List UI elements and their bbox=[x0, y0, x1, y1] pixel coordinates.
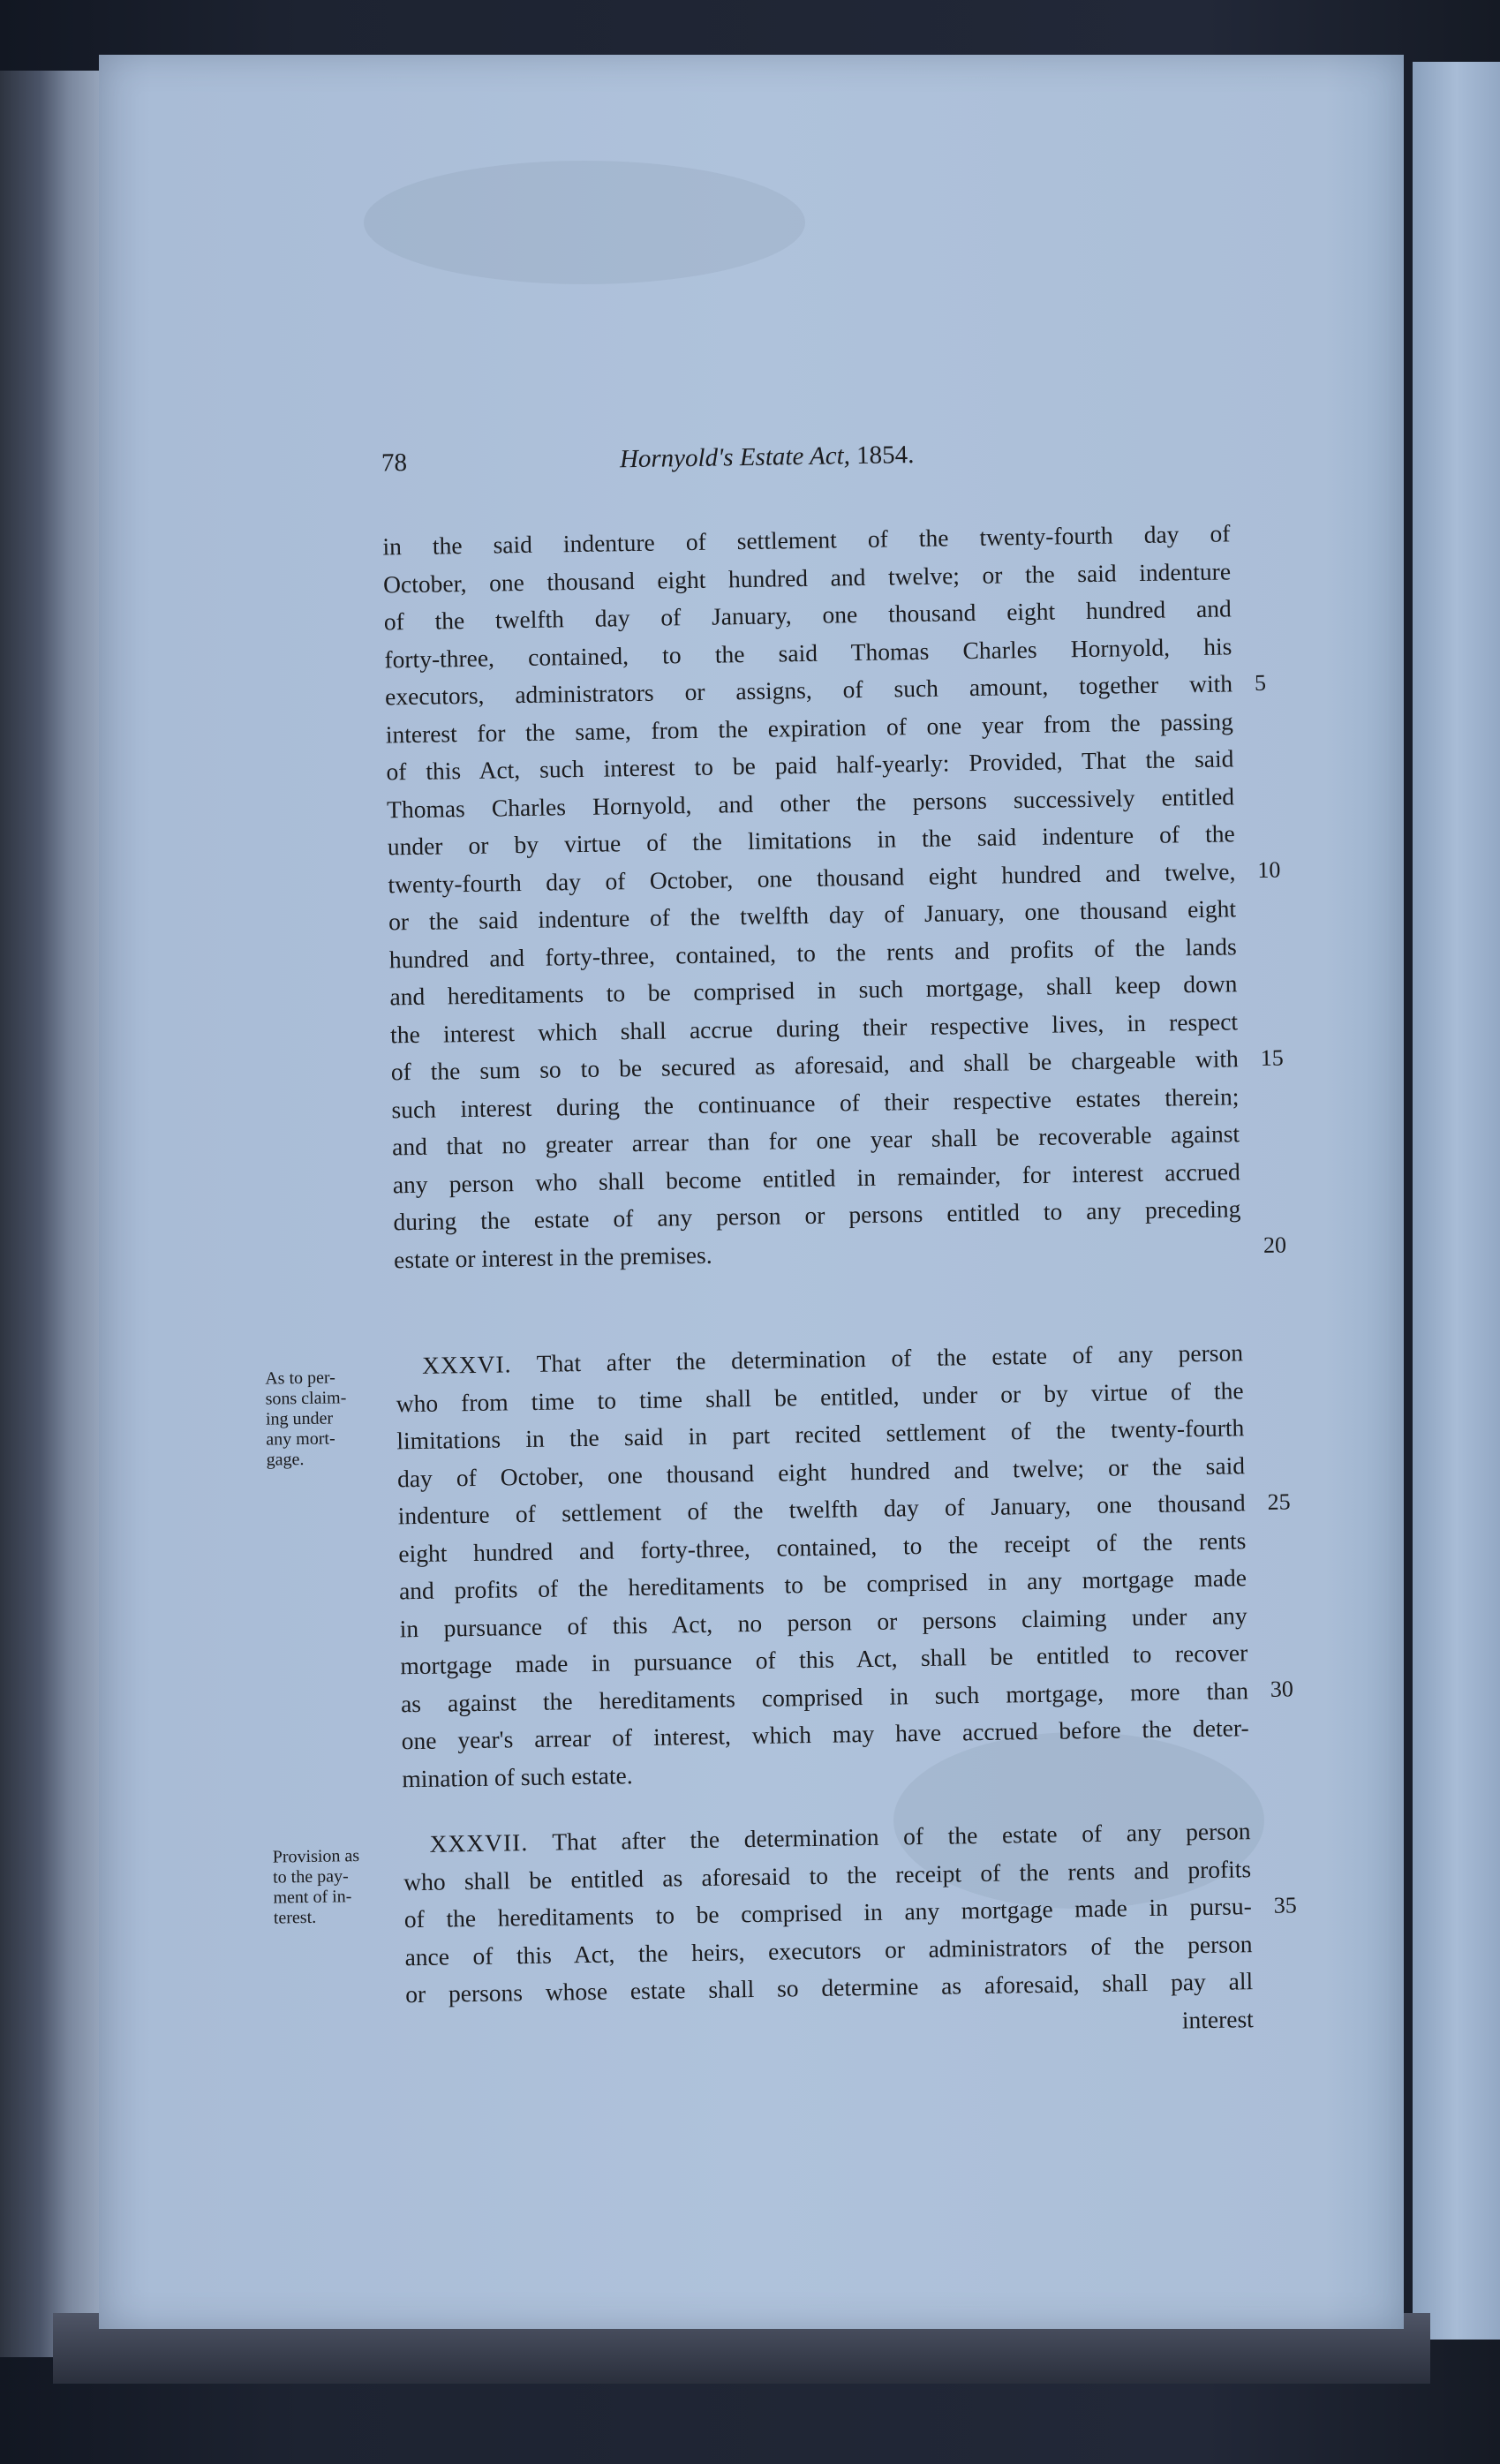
text-line: Thomas Charles Hornyold, and other the persons successively entitled bbox=[386, 781, 1235, 823]
sidenote-line: sons claim- bbox=[265, 1388, 347, 1409]
sidenote-line: any mort- bbox=[266, 1428, 335, 1450]
section-37 bbox=[403, 1812, 1297, 2051]
text-line: such interest during the continuance of their respective estates therein; bbox=[391, 1081, 1240, 1123]
text-line: under or by virtue of the limitations in the said indenture of the bbox=[387, 819, 1235, 861]
text-line: or the said indenture of the twelfth day of January, one thousand eight bbox=[388, 894, 1237, 936]
page-content bbox=[81, 45, 1421, 2340]
text-line: of the twelfth day of January, one thousand eight hundred and bbox=[383, 594, 1232, 636]
text-line: twenty-fourth day of October, one thousand eight hundred and twelve, bbox=[388, 856, 1236, 898]
sidenote-line: to the pay- bbox=[272, 1866, 349, 1888]
sidenote-section-37 bbox=[273, 1846, 388, 1929]
section-first-line-text: That after the determination of the estate of any person bbox=[552, 1817, 1251, 1856]
text-line: in pursuance of this Act, no person or persons claiming under any bbox=[399, 1601, 1247, 1642]
page-number: 78 bbox=[381, 448, 408, 478]
text-line: of the sum so to be secured as aforesaid, and shall be chargeable with bbox=[390, 1044, 1239, 1086]
text-line: the interest which shall accrue during their respective lives, in respect bbox=[389, 1006, 1239, 1048]
paragraph-continued bbox=[382, 515, 1287, 1278]
line-number: 5 bbox=[1254, 669, 1267, 696]
next-page-edge bbox=[1413, 62, 1500, 2340]
section-number: XXXVI. bbox=[421, 1350, 512, 1379]
text-line: mination of such estate. bbox=[402, 1760, 633, 1792]
line-number: 15 bbox=[1260, 1044, 1284, 1071]
text-line: mortgage made in pursuance of this Act, shall be entitled to recover bbox=[400, 1639, 1248, 1680]
text-line: who from time to time shall be entitled, under or by virtue of the bbox=[396, 1375, 1244, 1417]
line-number: 20 bbox=[1263, 1232, 1287, 1258]
text-line: and that no greater arrear than for one year shall be recoverable against bbox=[391, 1119, 1240, 1161]
section-first-line-text: That after the determination of the estate of any person bbox=[536, 1338, 1244, 1377]
title-year: 1854. bbox=[856, 441, 915, 471]
line-number: 25 bbox=[1267, 1488, 1291, 1515]
page-title bbox=[620, 441, 915, 474]
text-line: day of October, one thousand eight hundred and twelve; or the said bbox=[396, 1451, 1246, 1492]
line-number: 35 bbox=[1273, 1892, 1297, 1918]
text-line: one year's arrear of interest, which may have accrued before the deter- bbox=[401, 1714, 1249, 1755]
sidenote-line: As to per- bbox=[265, 1368, 336, 1389]
section-36 bbox=[396, 1334, 1294, 1797]
text-line: as against the hereditaments comprised in such mortgage, more than bbox=[400, 1676, 1249, 1717]
text-line: of the hereditaments to be comprised in any mortgage made in pursu- bbox=[403, 1892, 1253, 1933]
text-line: hundred and forty-three, contained, to the rents and profits of the lands bbox=[388, 931, 1237, 973]
catchword: interest bbox=[1181, 2004, 1255, 2033]
text-line: estate or interest in the premises. bbox=[393, 1240, 712, 1273]
text-line: limitations in the said in part recited settlement of the twenty-fourth bbox=[396, 1413, 1245, 1455]
sidenote-line: ing under bbox=[265, 1408, 334, 1429]
text-line: during the estate of any person or persons entitled to any preceding bbox=[393, 1194, 1241, 1236]
sidenote-line: gage. bbox=[266, 1449, 305, 1470]
sidenote-section-36 bbox=[265, 1368, 381, 1471]
line-number: 30 bbox=[1270, 1676, 1294, 1702]
line-number: 10 bbox=[1257, 856, 1281, 883]
text-line: indenture of settlement of the twelfth day of January, one thousand bbox=[397, 1488, 1246, 1530]
text-line: interest for the same, from the expiration of one year from the passing bbox=[385, 706, 1233, 748]
text-line: and profits of the hereditaments to be comprised in any mortgage made bbox=[398, 1564, 1247, 1605]
text-line: who shall be entitled as aforesaid to the receipt of the rents and profits bbox=[403, 1854, 1252, 1895]
text-line: and hereditaments to be comprised in such mortgage, shall keep down bbox=[389, 969, 1238, 1011]
text-line: eight hundred and forty-three, contained, to the receipt of the rents bbox=[398, 1526, 1247, 1567]
running-head bbox=[381, 438, 1089, 494]
text-line: executors, administrators or assigns, of such amount, together with bbox=[384, 669, 1233, 711]
text-line: ance of this Act, the heirs, executors or administrators of the person bbox=[404, 1929, 1253, 1970]
text-line: in the said indenture of settlement of the twenty-fourth day of bbox=[382, 519, 1231, 561]
section-number: XXXVII. bbox=[429, 1828, 529, 1857]
sidenote-line: ment of in- bbox=[273, 1887, 352, 1908]
text-line: of this Act, such interest to be paid half-yearly: Provided, That the said bbox=[386, 744, 1234, 786]
sidenote-line: Provision as bbox=[272, 1846, 360, 1867]
sidenote-line: terest. bbox=[273, 1907, 317, 1928]
text-line: forty-three, contained, to the said Thomas Charles Hornyold, his bbox=[384, 631, 1232, 673]
text-line: October, one thousand eight hundred and twelve; or the said indenture bbox=[382, 556, 1232, 598]
title-text: Hornyold's Estate Act, bbox=[619, 441, 851, 474]
text-line: or persons whose estate shall so determine as aforesaid, shall pay all bbox=[404, 1967, 1254, 2008]
text-line: any person who shall become entitled in remainder, for interest accrued bbox=[392, 1157, 1240, 1198]
book-page bbox=[99, 55, 1404, 2329]
